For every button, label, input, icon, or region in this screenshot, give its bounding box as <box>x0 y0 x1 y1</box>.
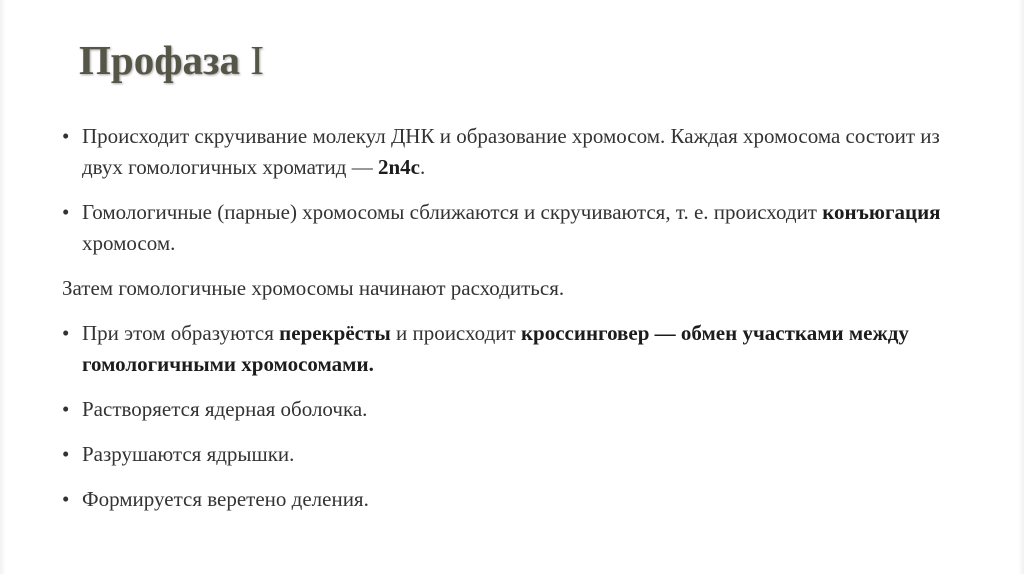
bullet-bold-text: кроссинговер — обмен участками между гомологичными хромосомами. <box>82 321 909 376</box>
paragraph-text: Затем гомологичные хромосомы начинают расходиться. <box>62 276 565 300</box>
bullet-text: Формируется веретено деления. <box>82 487 369 511</box>
slide-right-edge <box>1018 0 1024 574</box>
bullet-item-3 <box>62 318 962 380</box>
slide-title-word: Профаза <box>79 37 241 83</box>
bullet-icon: • <box>62 397 70 421</box>
bullet-icon: • <box>62 321 70 345</box>
bullet-text: Гомологичные (парные) хромосомы сближаются и скручиваются, т. е. происходит <box>82 200 823 224</box>
bullet-text: и происходит <box>390 321 521 345</box>
plain-paragraph <box>62 273 962 304</box>
bullet-item-4 <box>62 394 962 425</box>
bullet-icon: • <box>62 200 70 224</box>
bullet-text: Растворяется ядерная оболочка. <box>82 397 368 421</box>
bullet-icon: • <box>62 124 70 148</box>
bullet-text: Разрушаются ядрышки. <box>82 442 295 466</box>
bullet-item-5 <box>62 439 962 470</box>
bullet-item-1 <box>62 121 962 183</box>
bullet-item-6 <box>62 484 962 515</box>
bullet-text: . <box>419 155 426 179</box>
bullet-bold-text: перекрёсты <box>279 321 391 345</box>
slide-body <box>62 121 962 515</box>
slide-left-edge <box>0 0 6 574</box>
bullet-text: При этом образуются <box>82 321 280 345</box>
bullet-item-2 <box>62 197 962 259</box>
slide-title-roman: I <box>240 37 264 83</box>
bullet-text: Происходит скручивание молекул ДНК и образование хромосом. Каждая хромосома состоит из двух гомологичных хроматид — <box>82 124 940 179</box>
slide-title <box>79 36 264 84</box>
bullet-bold-text: конъюгация <box>822 200 941 224</box>
bullet-icon: • <box>62 487 70 511</box>
bullet-text: хромосом. <box>82 231 176 255</box>
bullet-bold-text: 2n4c <box>377 155 420 179</box>
bullet-icon: • <box>62 442 70 466</box>
